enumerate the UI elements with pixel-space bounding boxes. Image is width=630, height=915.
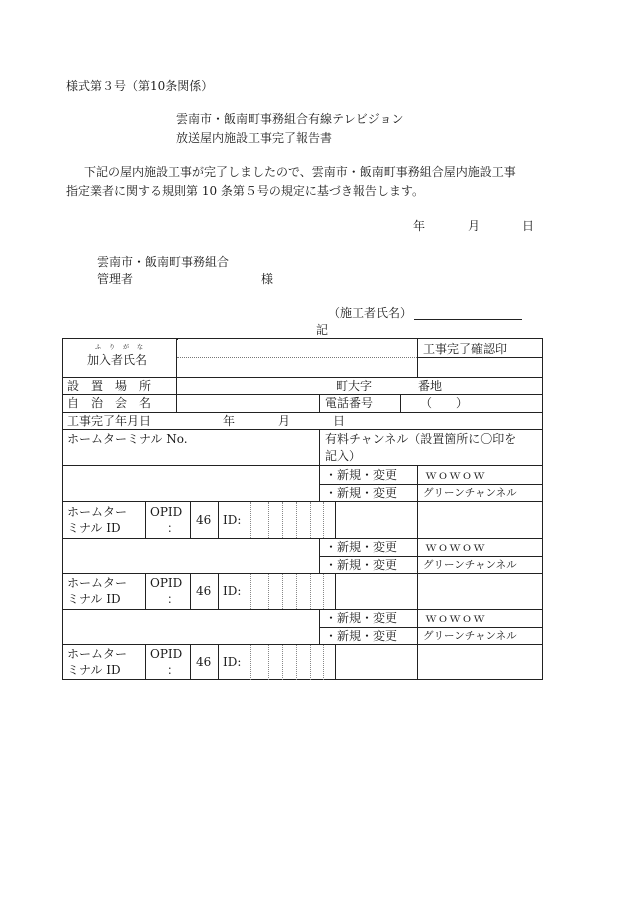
opid-value: 46 (196, 584, 212, 598)
new-change-option: ・新規・変更 (325, 558, 398, 572)
terminal-id-label-cont: ミナル ID (67, 521, 121, 535)
addressee-honorific: 様 (261, 272, 274, 286)
terminal-id-label-cont: ミナル ID (67, 663, 121, 677)
addressee-org: 雲南市・飯南町事務組合 (97, 255, 230, 269)
new-change-option: ・新規・変更 (325, 629, 398, 643)
terminal-no-label: ホームターミナル No. (67, 432, 188, 446)
new-change-option: ・新規・変更 (325, 611, 398, 625)
terminal-id-label: ホームター (67, 505, 128, 519)
document-title-line1: 雲南市・飯南町事務組合有線テレビジョン (176, 112, 404, 126)
contractor-name-line[interactable] (414, 319, 522, 320)
completion-date-day: 日 (333, 414, 346, 428)
date-day: 日 (522, 219, 535, 233)
opid-value: 46 (196, 655, 212, 669)
id-label: ID: (223, 584, 242, 598)
green-channel-label: グリーンチャンネル (423, 487, 517, 499)
wowow-label: ｗｏｗｏｗ (425, 468, 486, 482)
phone-label: 電話番号 (325, 396, 374, 410)
body-text-line1: 下記の屋内施設工事が完了しましたので、雲南市・飯南町事務組合屋内施設工事 (84, 165, 516, 179)
association-label: 自 治 会 名 (67, 396, 152, 410)
terminal-id-label: ホームター (67, 576, 128, 590)
wowow-label: ｗｏｗｏｗ (425, 540, 486, 554)
terminal-id-label: ホームター (67, 647, 128, 661)
location-label: 設 置 場 所 (67, 379, 152, 393)
completion-date-label: 工事完了年月日 (67, 414, 152, 428)
body-text-line2: 指定業者に関する規則第 10 条第５号の規定に基づき報告します。 (66, 184, 424, 198)
town-label: 町大字 (336, 379, 373, 393)
green-channel-label: グリーンチャンネル (423, 559, 517, 571)
completion-date-month: 月 (278, 414, 291, 428)
document-title-line2: 放送屋内施設工事完了報告書 (176, 131, 333, 145)
new-change-option: ・新規・変更 (325, 468, 398, 482)
opid-colon: ： (167, 592, 180, 606)
completion-date-year: 年 (223, 414, 236, 428)
contractor-name-label: （施工者氏名） (328, 306, 413, 320)
paid-channel-label-cont: 記入） (325, 449, 362, 463)
green-channel-label: グリーンチャンネル (423, 630, 517, 642)
confirmation-stamp-label: 工事完了確認印 (423, 342, 508, 356)
date-year: 年 (413, 219, 426, 233)
paid-channel-label: 有料チャンネル（設置箇所に〇印を (325, 432, 517, 446)
lot-label: 番地 (418, 379, 443, 393)
subscriber-name-field[interactable] (180, 360, 416, 375)
opid-label: OPID (150, 576, 183, 590)
addressee-role: 管理者 (97, 272, 134, 286)
form-number: 様式第３号（第10条関係） (66, 79, 214, 93)
ki-heading: 記 (316, 323, 329, 337)
confirmation-stamp-field[interactable] (419, 360, 541, 375)
opid-label: OPID (150, 505, 183, 519)
furigana-label: ふ り が な (95, 344, 145, 351)
new-change-option: ・新規・変更 (325, 540, 398, 554)
phone-paren: （ ） (420, 396, 469, 410)
opid-value: 46 (196, 513, 212, 527)
new-change-option: ・新規・変更 (325, 486, 398, 500)
id-label: ID: (223, 513, 242, 527)
date-month: 月 (468, 219, 481, 233)
terminal-id-label-cont: ミナル ID (67, 592, 121, 606)
opid-colon: ： (167, 663, 180, 677)
subscriber-name-label: 加入者氏名 (87, 353, 148, 367)
id-label: ID: (223, 655, 242, 669)
opid-label: OPID (150, 647, 183, 661)
opid-colon: ： (167, 521, 180, 535)
report-table (62, 338, 543, 680)
wowow-label: ｗｏｗｏｗ (425, 611, 486, 625)
